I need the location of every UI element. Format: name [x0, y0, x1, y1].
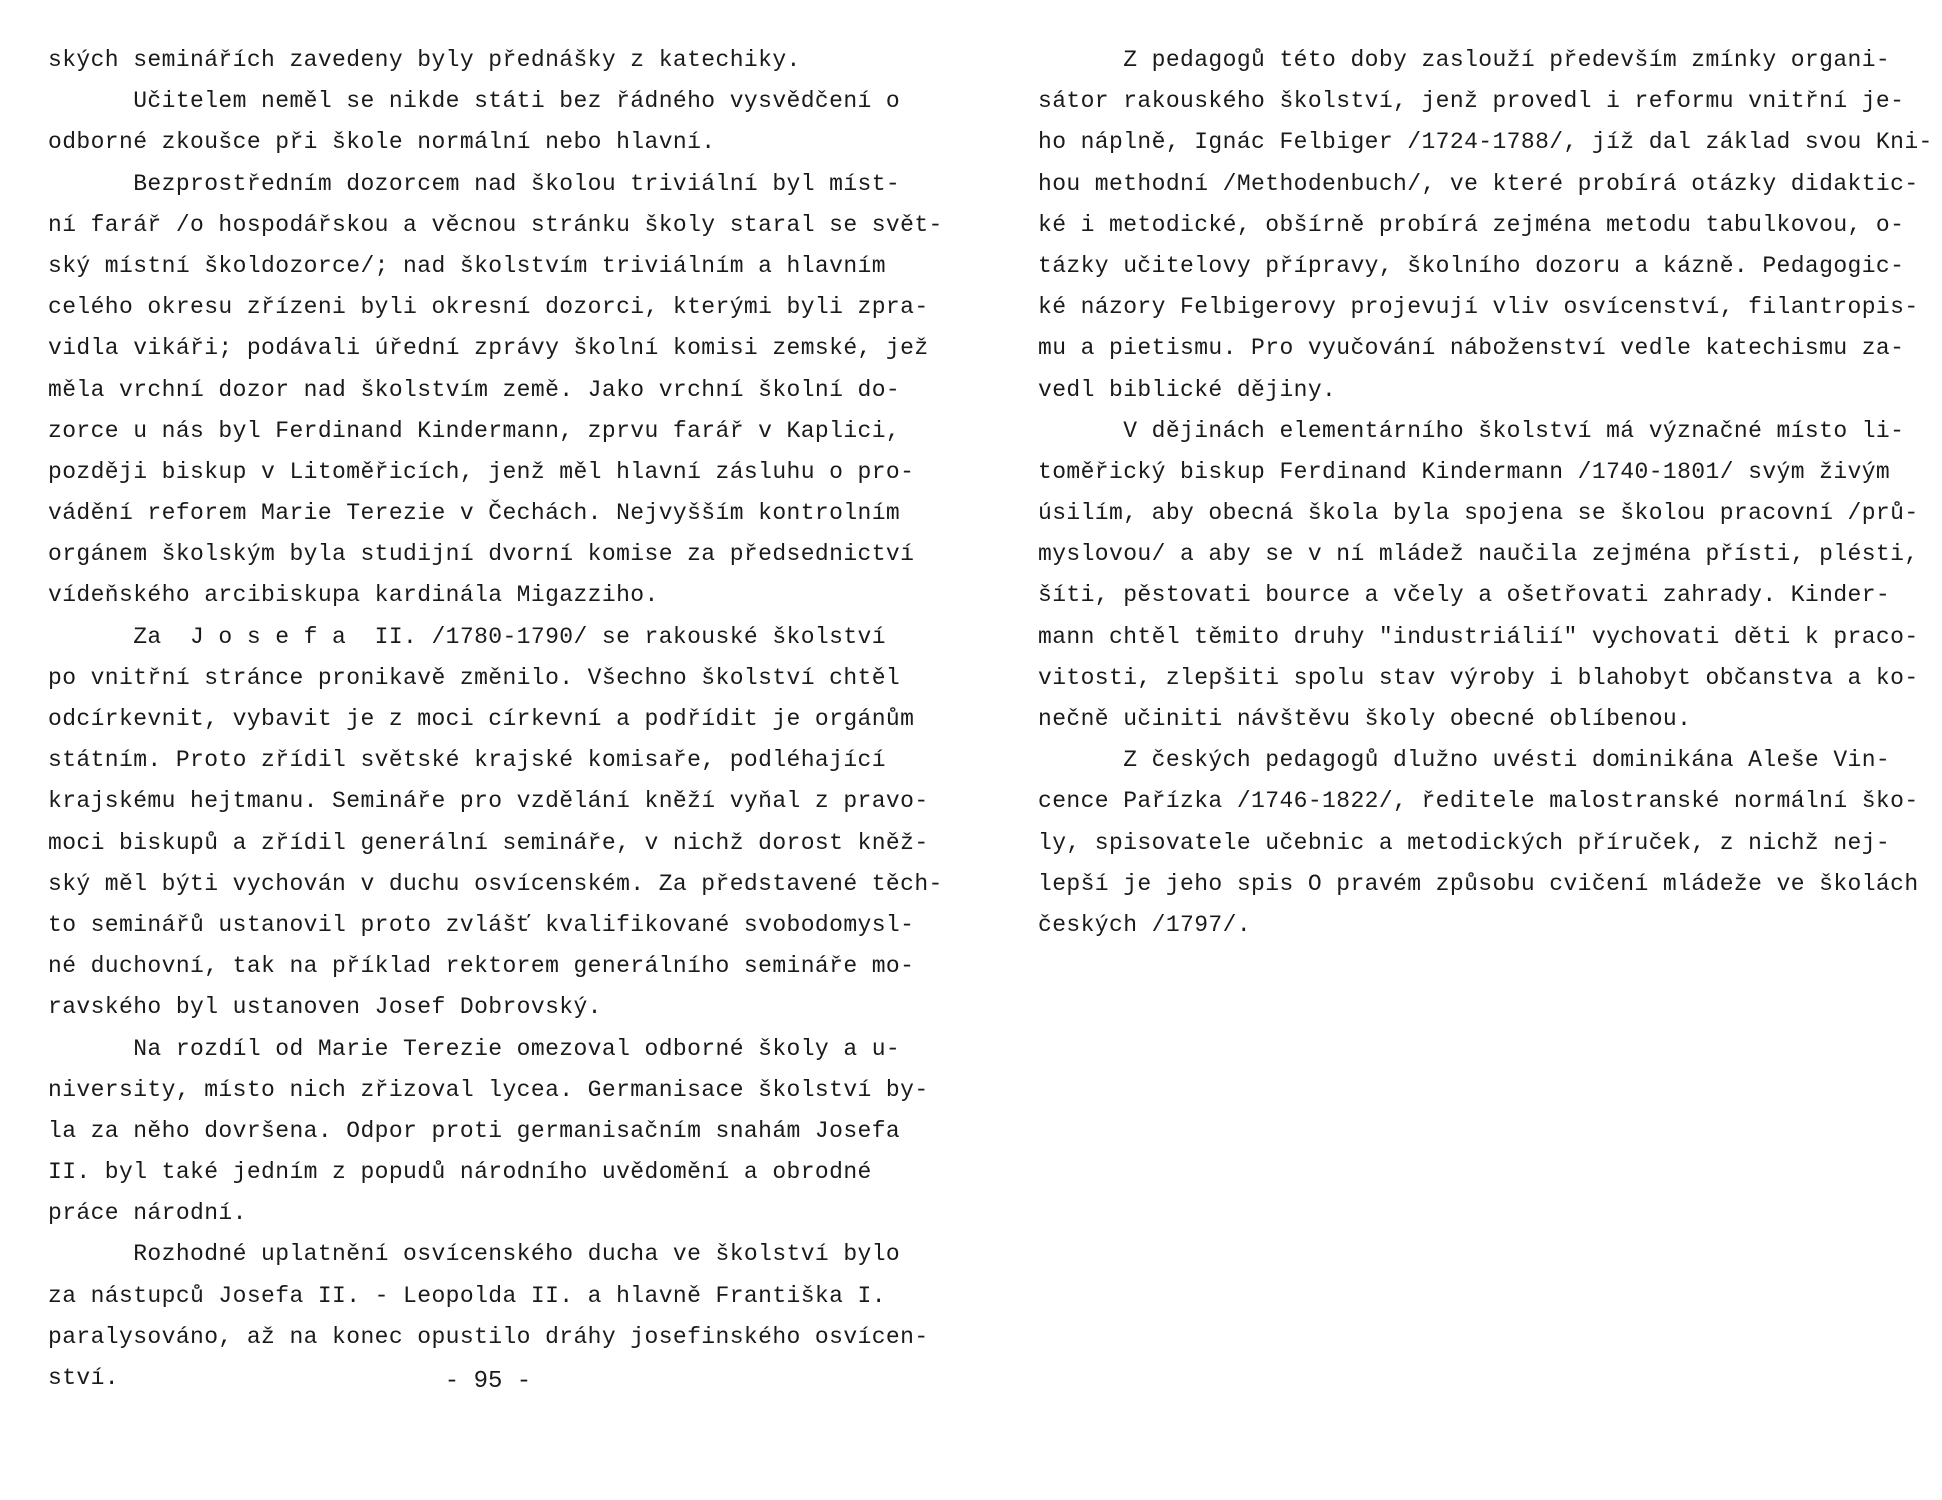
text-line: vádění reforem Marie Terezie v Čechách. Nejvyšším kontrolním [48, 500, 901, 527]
text-line: ský místní školdozorce/; nad školstvím triviálním a hlavním [48, 252, 886, 279]
text-line: krajskému hejtmanu. Semináře pro vzdělání kněží vyňal z pravo- [48, 788, 929, 815]
text-line: myslovou/ a aby se v ní mládež naučila zejména přísti, plésti, [1038, 541, 1919, 568]
text-line: Rozhodné uplatnění osvícenského ducha ve školství bylo [48, 1241, 901, 1268]
text-line: po vnitřní stránce pronikavě změnilo. Všechno školství chtěl [48, 664, 901, 691]
text-line: mu a pietismu. Pro vyučování náboženství vedle katechismu za- [1038, 335, 1905, 362]
text-line: paralysováno, až na konec opustilo dráhy josefinského osvícen- [48, 1323, 929, 1350]
text-line: úsilím, aby obecná škola byla spojena se školou pracovní /prů- [1038, 500, 1919, 527]
text-line: V dějinách elementárního školství má význačné místo li- [1038, 417, 1905, 444]
text-line: měla vrchní dozor nad školstvím země. Jako vrchní školní do- [48, 376, 901, 403]
text-line: nečně učiniti návštěvu školy obecné oblíbenou. [1038, 706, 1692, 732]
text-line: to seminářů ustanovil proto zvlášť kvalifikované svobodomysl- [48, 911, 915, 938]
text-line: později biskup v Litoměřicích, jenž měl hlavní zásluhu o pro- [48, 458, 915, 485]
text-line: práce národní. [48, 1200, 247, 1227]
page-number: - 95 - [444, 1368, 532, 1395]
text-line: za nástupců Josefa II. - Leopolda II. a hlavně Františka I. [48, 1282, 886, 1309]
text-line: ní farář /o hospodářskou a věcnou stránku školy staral se svět- [48, 211, 943, 238]
text-line: ké názory Felbigerovy projevují vliv osvícenství, filantropis- [1038, 294, 1919, 321]
text-line: českých /1797/. [1038, 911, 1252, 938]
text-line: vidla vikáři; podávali úřední zprávy školní komisi zemské, jež [48, 335, 929, 362]
text-line: vedl biblické dějiny. [1038, 376, 1337, 403]
text-line: Učitelem neměl se nikde státi bez řádného vysvědčení o [48, 88, 901, 115]
text-line: la za něho dovršena. Odpor proti germanisačním snahám Josefa [48, 1117, 901, 1144]
text-line: zorce u nás byl Ferdinand Kindermann, zprvu farář v Kaplici, [48, 417, 901, 444]
text-line: cence Pařízka /1746-1822/, ředitele malostranské normální ško- [1038, 788, 1919, 815]
text-line: odborné zkoušce při škole normální nebo hlavní. [48, 129, 716, 156]
text-line: odcírkevnit, vybavit je z moci církevní a podřídit je orgánům [48, 706, 915, 732]
text-line: orgánem školským byla studijní dvorní komise za předsednictví [48, 541, 915, 568]
left-page-text [48, 40, 948, 1399]
text-line: tázky učitelovy přípravy, školního dozoru a kázně. Pedagogic- [1038, 252, 1905, 279]
text-line: ských seminářích zavedeny byly přednášky z katechiky. [48, 47, 801, 73]
text-line: celého okresu zřízeni byli okresní dozorci, kterými byli zpra- [48, 294, 929, 321]
text-line: Za J o s e f a II. /1780-1790/ se rakouské školství [48, 623, 886, 650]
right-page-text [1038, 40, 1933, 946]
text-line: ství. [48, 1365, 120, 1391]
text-line: státním. Proto zřídil světské krajské komisaře, podléhající [48, 747, 886, 774]
text-line: šíti, pěstovati bource a včely a ošetřovati zahrady. Kinder- [1038, 582, 1891, 609]
text-line: ho náplně, Ignác Felbiger /1724-1788/, jíž dal základ svou Kni- [1038, 129, 1933, 156]
text-line: vitosti, zlepšiti spolu stav výroby i blahobyt občanstva a ko- [1038, 664, 1919, 691]
text-line: hou methodní /Methodenbuch/, ve které probírá otázky didaktic- [1038, 170, 1919, 197]
text-line: sátor rakouského školství, jenž provedl i reformu vnitřní je- [1038, 88, 1905, 115]
text-line: ský měl býti vychován v duchu osvícenském. Za představené těch- [48, 870, 943, 897]
text-line: né duchovní, tak na příklad rektorem generálního semináře mo- [48, 953, 915, 980]
text-line: niversity, místo nich zřizoval lycea. Germanisace školství by- [48, 1076, 929, 1103]
text-line: lepší je jeho spis O pravém způsobu cvičení mládeže ve školách [1038, 870, 1919, 897]
text-line: moci biskupů a zřídil generální semináře, v nichž dorost kněž- [48, 829, 929, 856]
text-line: Z českých pedagogů dlužno uvésti dominikána Aleše Vin- [1038, 747, 1891, 774]
text-line: vídeňského arcibiskupa kardinála Migazziho. [48, 582, 659, 609]
text-line: Bezprostředním dozorcem nad školou triviální byl míst- [48, 170, 901, 197]
text-line: ly, spisovatele učebnic a metodických příruček, z nichž nej- [1038, 829, 1891, 856]
text-line: toměřický biskup Ferdinand Kindermann /1740-1801/ svým živým [1038, 458, 1891, 485]
text-line: Z pedagogů této doby zaslouží především zmínky organi- [1038, 47, 1891, 73]
text-line: ké i metodické, obšírně probírá zejména metodu tabulkovou, o- [1038, 211, 1905, 238]
text-line: mann chtěl těmito druhy "industriálií" vychovati děti k praco- [1038, 623, 1919, 650]
text-line: ravského byl ustanoven Josef Dobrovský. [48, 994, 602, 1021]
text-line: Na rozdíl od Marie Terezie omezoval odborné školy a u- [48, 1035, 901, 1062]
text-line: II. byl také jedním z popudů národního uvědomění a obrodné [48, 1159, 872, 1186]
